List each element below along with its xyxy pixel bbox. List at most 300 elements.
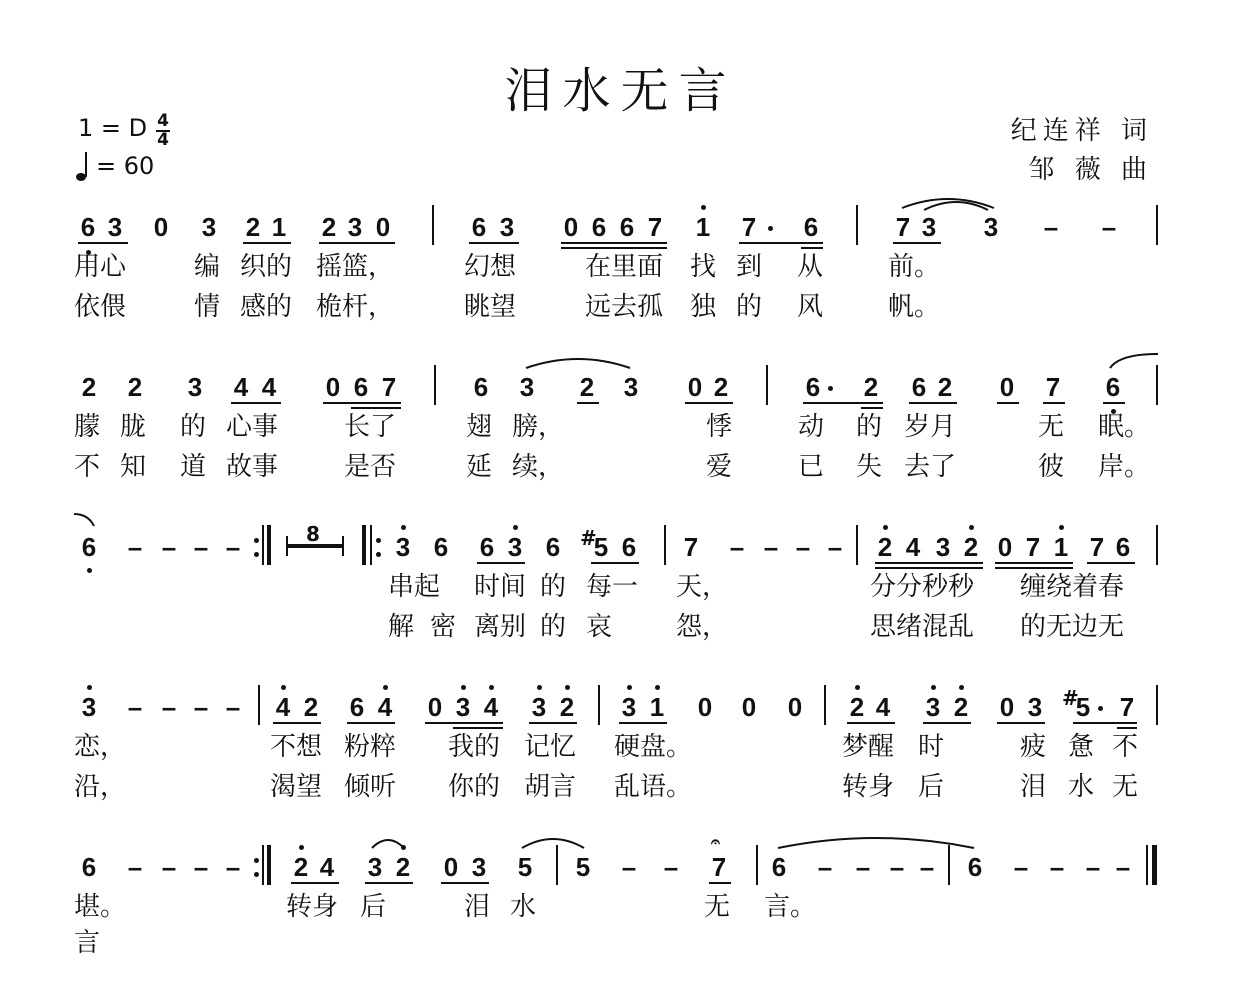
time-signature-top: 4	[157, 111, 169, 131]
dash: –	[1049, 852, 1065, 882]
lyric: 是否	[344, 452, 397, 482]
note: 0	[427, 692, 443, 722]
fermata-icon: 𝄐	[711, 832, 720, 851]
bar-line	[824, 685, 826, 725]
lyric: 故事	[226, 452, 279, 482]
lyric: 堪。	[74, 892, 127, 922]
underline	[319, 242, 395, 244]
lyric: 我的	[448, 732, 501, 762]
note: 6	[619, 212, 635, 242]
note: 2	[395, 852, 411, 882]
repeat-dot	[376, 552, 381, 557]
underline	[875, 562, 983, 564]
dash: –	[225, 532, 241, 562]
bar-line	[1156, 365, 1158, 405]
lyric: 依偎	[74, 292, 127, 322]
dash: –	[1013, 852, 1029, 882]
high-octave-dot	[627, 685, 632, 690]
note: 3	[921, 212, 937, 242]
lyric: 疲	[1020, 732, 1047, 762]
note: 7	[647, 212, 663, 242]
note: 3	[81, 692, 97, 722]
underline	[893, 242, 941, 244]
note: 3	[471, 852, 487, 882]
note: 3	[367, 852, 383, 882]
underline	[909, 402, 957, 404]
underline	[291, 882, 339, 884]
note: 3	[519, 372, 535, 402]
lyric: 从	[797, 252, 824, 282]
dash: –	[663, 852, 679, 882]
lyric: 倾听	[344, 772, 397, 802]
lyric: 膀，	[512, 412, 565, 442]
note: 1	[271, 212, 287, 242]
note: 3	[347, 212, 363, 242]
dash: –	[817, 852, 833, 882]
note: 6	[545, 532, 561, 562]
lyric: 天，	[676, 572, 729, 602]
tie-slur	[524, 354, 632, 370]
lyric: 道	[180, 452, 207, 482]
note: 2	[303, 692, 319, 722]
high-octave-dot	[401, 525, 406, 530]
lyric: 怨，	[676, 612, 729, 642]
note: 3	[507, 532, 523, 562]
lyric: 无	[704, 892, 731, 922]
note: 2	[245, 212, 261, 242]
bar-line	[267, 845, 271, 885]
high-octave-dot	[537, 685, 542, 690]
sharp-icon: #	[580, 526, 597, 550]
lyric: 串起	[388, 572, 441, 602]
bar-line	[856, 205, 858, 245]
lyric: 岸。	[1098, 452, 1151, 482]
note: 4	[233, 372, 249, 402]
lyric: 梦醒	[842, 732, 895, 762]
lyric: 的	[540, 572, 567, 602]
lyric: 水	[510, 892, 537, 922]
lyric: 不想	[270, 732, 323, 762]
lyric: 粉粹	[344, 732, 397, 762]
bar-line	[756, 845, 758, 885]
note: 0	[563, 212, 579, 242]
lyric: 帆。	[888, 292, 941, 322]
tie-slur	[370, 836, 406, 850]
lyric: 不	[74, 452, 101, 482]
lyric: 思绪混乱	[870, 612, 975, 642]
bar-line	[262, 845, 264, 885]
note: 3	[621, 692, 637, 722]
lyric: 已	[798, 452, 825, 482]
augmentation-dot	[828, 386, 833, 391]
dash: –	[889, 852, 905, 882]
dash: –	[193, 852, 209, 882]
high-octave-dot	[959, 685, 964, 690]
repeat-dot	[254, 538, 259, 543]
underline	[231, 402, 281, 404]
note: 5	[575, 852, 591, 882]
underline	[441, 882, 489, 884]
dash: –	[225, 692, 241, 722]
note: 0	[697, 692, 713, 722]
note: 0	[999, 692, 1015, 722]
note: 3	[531, 692, 547, 722]
high-octave-dot	[565, 685, 570, 690]
sharp-icon: #	[1062, 686, 1079, 710]
dash: –	[827, 532, 843, 562]
note: 0	[997, 532, 1013, 562]
note: 5	[1075, 692, 1091, 722]
note: 2	[559, 692, 575, 722]
lyric: 翅	[466, 412, 493, 442]
note: 6	[81, 852, 97, 882]
note: 7	[1119, 692, 1135, 722]
lyric: 织的	[240, 252, 293, 282]
augmentation-dot	[768, 226, 773, 231]
note: 6	[805, 372, 821, 402]
lyric: 爱	[706, 452, 733, 482]
note: 6	[80, 212, 96, 242]
note: 0	[443, 852, 459, 882]
underline	[875, 567, 983, 569]
note: 4	[905, 532, 921, 562]
lyric: 时间	[474, 572, 527, 602]
lyric: 分分秒秒	[870, 572, 975, 602]
lyric: 去了	[904, 452, 957, 482]
lyric: 摇篮，	[316, 252, 395, 282]
note: 5	[593, 532, 609, 562]
note: 6	[1115, 532, 1131, 562]
note: 1	[649, 692, 665, 722]
lyric: 用心	[74, 252, 127, 282]
quarter-note-icon	[76, 150, 90, 186]
lyric: 动	[798, 412, 825, 442]
note: 2	[713, 372, 729, 402]
note: 6	[621, 532, 637, 562]
lyric: 胧	[120, 412, 147, 442]
high-octave-dot	[383, 685, 388, 690]
lyric: 密	[430, 612, 457, 642]
rest-bracket	[342, 536, 344, 556]
lyric: 远去孤	[585, 292, 664, 322]
high-octave-dot	[461, 685, 466, 690]
lyric: 的	[856, 412, 883, 442]
dash: –	[919, 852, 935, 882]
note: 7	[381, 372, 397, 402]
note: 6	[81, 532, 97, 562]
note: 3	[201, 212, 217, 242]
lyric: 桅杆，	[316, 292, 395, 322]
bar-line	[258, 685, 260, 725]
bar-line	[948, 845, 950, 885]
high-octave-dot	[489, 685, 494, 690]
underline	[78, 242, 128, 244]
bar-line	[856, 525, 858, 565]
final-bar-line	[1146, 845, 1148, 885]
underline	[739, 242, 823, 244]
note: 3	[187, 372, 203, 402]
underline	[995, 567, 1073, 569]
augmentation-dot	[1098, 706, 1103, 711]
note: 4	[483, 692, 499, 722]
high-octave-dot	[87, 685, 92, 690]
note: 4	[319, 852, 335, 882]
lyric: 的	[180, 412, 207, 442]
lyric: 泪	[464, 892, 491, 922]
multi-rest-count: 8	[306, 522, 320, 546]
lyric: 不	[1112, 732, 1139, 762]
lyric: 后	[360, 892, 387, 922]
bar-line	[1156, 525, 1158, 565]
underline	[803, 402, 883, 404]
lyric: 无	[1112, 772, 1139, 802]
underline	[995, 562, 1073, 564]
underline	[273, 722, 321, 724]
lyric: 沿，	[74, 772, 127, 802]
song-title: 泪水无言	[504, 63, 737, 119]
composer-credit: 邹 薇 曲	[1028, 155, 1153, 185]
lyric: 转身	[842, 772, 895, 802]
note: 6	[803, 212, 819, 242]
bar-line	[598, 685, 600, 725]
note: 2	[849, 692, 865, 722]
note: 4	[275, 692, 291, 722]
note: 7	[895, 212, 911, 242]
underline	[997, 722, 1045, 724]
note: 4	[377, 692, 393, 722]
lyric: 编	[194, 252, 221, 282]
lyric: 找	[690, 252, 717, 282]
note: 2	[877, 532, 893, 562]
bar-line	[267, 525, 271, 565]
lyric: 风	[797, 292, 824, 322]
dash: –	[161, 852, 177, 882]
dash: –	[193, 532, 209, 562]
dash: –	[161, 532, 177, 562]
tie-slur	[520, 834, 586, 850]
note: 3	[455, 692, 471, 722]
underline	[425, 722, 503, 724]
note: 0	[741, 692, 757, 722]
note: 7	[741, 212, 757, 242]
note: 6	[433, 532, 449, 562]
underline	[351, 407, 401, 409]
lyric: 到	[736, 252, 763, 282]
note: 1	[695, 212, 711, 242]
lyric: 延	[466, 452, 493, 482]
high-octave-dot	[969, 525, 974, 530]
dash: –	[855, 852, 871, 882]
dash: –	[225, 852, 241, 882]
underline	[347, 722, 395, 724]
lyricist-credit: 纪连祥 词	[1010, 116, 1153, 146]
lyric: 幻想	[464, 252, 517, 282]
lyric: 硬盘。	[614, 732, 693, 762]
underline	[561, 242, 667, 244]
underline	[997, 402, 1019, 404]
note: 3	[983, 212, 999, 242]
dash: –	[795, 532, 811, 562]
note: 3	[623, 372, 639, 402]
tie-slur	[1108, 354, 1160, 370]
underline	[469, 242, 519, 244]
note: 3	[395, 532, 411, 562]
underline	[477, 562, 525, 564]
underline	[1117, 727, 1137, 729]
underline	[323, 402, 401, 404]
dash: –	[127, 532, 143, 562]
lyric: 长了	[344, 412, 397, 442]
time-signature-bottom: 4	[157, 130, 169, 150]
underline	[847, 722, 895, 724]
lyric: 胡言	[524, 772, 577, 802]
high-octave-dot	[299, 845, 304, 850]
note: 2	[293, 852, 309, 882]
underline	[561, 247, 667, 249]
underline	[685, 402, 733, 404]
note: 0	[325, 372, 341, 402]
bar-line	[766, 365, 768, 405]
note: 2	[81, 372, 97, 402]
note: 2	[579, 372, 595, 402]
note: 7	[1045, 372, 1061, 402]
underline	[529, 722, 577, 724]
underline	[1073, 722, 1137, 724]
underline	[861, 407, 883, 409]
underline	[1103, 402, 1125, 404]
lyric: 言	[74, 928, 101, 958]
lyric: 知	[120, 452, 147, 482]
tie-slur	[776, 834, 976, 850]
bar-line	[432, 205, 434, 245]
dash: –	[1115, 852, 1131, 882]
lyric: 续，	[512, 452, 565, 482]
note: 2	[953, 692, 969, 722]
lyric: 缠绕着春	[1020, 572, 1125, 602]
tempo-marking: = 60	[96, 152, 155, 180]
dash: –	[763, 532, 779, 562]
lyric: 岁月	[904, 412, 957, 442]
lyric: 每一	[586, 572, 639, 602]
lyric: 乱语。	[614, 772, 693, 802]
note: 6	[353, 372, 369, 402]
dash: –	[1101, 212, 1117, 242]
high-octave-dot	[1059, 525, 1064, 530]
tie-slur	[922, 198, 990, 212]
lyric: 悸	[706, 412, 733, 442]
note: 6	[349, 692, 365, 722]
note: 3	[107, 212, 123, 242]
bar-line	[434, 365, 436, 405]
note: 7	[1025, 532, 1041, 562]
note: 7	[1089, 532, 1105, 562]
bar-line	[1156, 205, 1158, 245]
note: 2	[863, 372, 879, 402]
underline	[365, 882, 413, 884]
dash: –	[1043, 212, 1059, 242]
high-octave-dot	[855, 685, 860, 690]
note: 6	[471, 212, 487, 242]
note: 6	[473, 372, 489, 402]
bar-line	[556, 845, 558, 885]
underline	[923, 722, 971, 724]
dash: –	[1085, 852, 1101, 882]
note: 0	[787, 692, 803, 722]
lyric: 心事	[226, 412, 279, 442]
note: 3	[935, 532, 951, 562]
underline	[709, 882, 731, 884]
dash: –	[621, 852, 637, 882]
high-octave-dot	[513, 525, 518, 530]
note: 7	[711, 852, 727, 882]
note: 6	[911, 372, 927, 402]
note: 4	[875, 692, 891, 722]
note: 6	[967, 852, 983, 882]
underline	[1087, 562, 1135, 564]
underline	[801, 247, 823, 249]
rest-bracket	[286, 536, 288, 556]
lyric: 水	[1068, 772, 1095, 802]
lyric: 解	[388, 612, 415, 642]
lyric: 言。	[764, 892, 817, 922]
lyric: 你的	[448, 772, 501, 802]
high-octave-dot	[655, 685, 660, 690]
underline	[243, 242, 291, 244]
note: 0	[375, 212, 391, 242]
underline	[453, 727, 503, 729]
bar-line	[370, 525, 372, 565]
final-bar-line	[1152, 845, 1157, 885]
lyric: 独	[690, 292, 717, 322]
key-signature: 1 = D	[78, 114, 148, 142]
dash: –	[161, 692, 177, 722]
bar-line	[262, 525, 264, 565]
lyric: 渴望	[270, 772, 323, 802]
lyric: 恋，	[74, 732, 127, 762]
lyric: 哀	[586, 612, 613, 642]
lyric: 转身	[286, 892, 339, 922]
lyric: 前。	[888, 252, 941, 282]
high-octave-dot	[883, 525, 888, 530]
lyric: 的	[540, 612, 567, 642]
lyric: 时	[918, 732, 945, 762]
underline	[591, 562, 639, 564]
lyric: 惫	[1068, 732, 1095, 762]
tie-slur	[72, 512, 96, 528]
high-octave-dot	[281, 685, 286, 690]
repeat-dot	[254, 552, 259, 557]
repeat-dot	[254, 872, 259, 877]
lyric: 泪	[1020, 772, 1047, 802]
lyric: 记忆	[524, 732, 577, 762]
dash: –	[729, 532, 745, 562]
underline	[1043, 402, 1065, 404]
lyric: 感的	[240, 292, 293, 322]
high-octave-dot	[701, 205, 706, 210]
note: 6	[591, 212, 607, 242]
note: 0	[153, 212, 169, 242]
note: 2	[127, 372, 143, 402]
dash: –	[127, 692, 143, 722]
note: 6	[479, 532, 495, 562]
bar-line	[362, 525, 366, 565]
note: 3	[499, 212, 515, 242]
lyric: 离别	[474, 612, 527, 642]
lyric: 朦	[74, 412, 101, 442]
note: 2	[321, 212, 337, 242]
repeat-dot	[254, 858, 259, 863]
lyric: 的	[736, 292, 763, 322]
